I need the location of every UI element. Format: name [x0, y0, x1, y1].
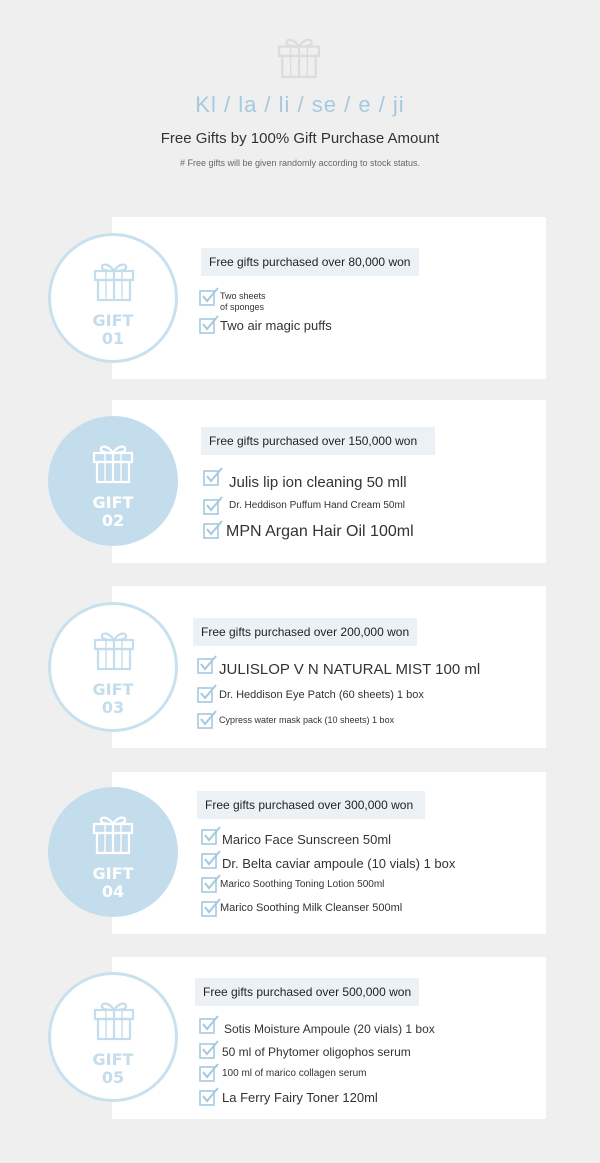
gift-item: Dr. Belta caviar ampoule (10 vials) 1 box — [222, 856, 456, 871]
checkbox-icon — [201, 874, 221, 894]
gift-label: GIFT 01 — [92, 311, 134, 348]
gift-label: GIFT 02 — [92, 493, 134, 530]
checkbox-icon — [203, 520, 223, 540]
gift-badge-05 — [48, 972, 178, 1102]
gift-item: Dr. Heddison Eye Patch (60 sheets) 1 box — [219, 689, 424, 701]
checkbox-icon — [201, 826, 221, 846]
gift-item: Marico Face Sunscreen 50ml — [222, 832, 392, 847]
gift-threshold-tag: Free gifts purchased over 300,000 won — [197, 791, 425, 819]
gift-threshold-tag: Free gifts purchased over 500,000 won — [195, 978, 419, 1006]
gift-item: Two air magic puffs — [220, 318, 332, 333]
header — [0, 0, 600, 200]
gift-item: Marico Soothing Milk Cleanser 500ml — [220, 902, 403, 914]
gift-badge-02 — [48, 416, 178, 546]
gift-item: La Ferry Fairy Toner 120ml — [222, 1090, 378, 1105]
checkbox-icon — [203, 496, 223, 516]
checkbox-icon — [197, 655, 217, 675]
gift-item: of sponges — [220, 302, 265, 312]
checkbox-icon — [199, 1015, 219, 1035]
gift-icon — [92, 260, 136, 302]
gift-icon — [91, 442, 135, 484]
checkbox-icon — [197, 684, 217, 704]
gift-item: JULISLOP V N NATURAL MIST 100 ml — [219, 661, 481, 678]
page-title: Free Gifts by 100% Gift Purchase Amount — [160, 130, 440, 147]
checkbox-icon — [199, 1087, 219, 1107]
stock-note: # Free gifts will be given randomly according to stock status. — [179, 158, 421, 168]
gift-label: GIFT 04 — [92, 864, 134, 901]
brand-title: Kl / la / li / se / e / ji — [195, 92, 405, 117]
gift-icon — [276, 34, 322, 80]
gift-threshold-tag: Free gifts purchased over 80,000 won — [201, 248, 419, 276]
gift-item: 50 ml of Phytomer oligophos serum — [222, 1045, 411, 1059]
checkbox-icon — [201, 898, 221, 918]
gift-threshold-tag: Free gifts purchased over 150,000 won — [201, 427, 435, 455]
gift-item: Two sheets — [220, 291, 266, 301]
gift-badge-01 — [48, 233, 178, 363]
gift-label: GIFT 03 — [92, 680, 134, 717]
gift-item: Dr. Heddison Puffum Hand Cream 50ml — [229, 500, 406, 511]
gift-icon — [91, 813, 135, 855]
checkbox-icon — [197, 710, 217, 730]
gift-icon — [92, 999, 136, 1041]
gift-item: MPN Argan Hair Oil 100ml — [226, 523, 414, 540]
gift-threshold-tag: Free gifts purchased over 200,000 won — [193, 618, 417, 646]
gift-item: Sotis Moisture Ampoule (20 vials) 1 box — [224, 1022, 435, 1036]
checkbox-icon — [199, 1063, 219, 1083]
gift-item: Cypress water mask pack (10 sheets) 1 box — [219, 715, 395, 725]
gift-item: 100 ml of marico collagen serum — [222, 1068, 367, 1079]
gift-badge-03 — [48, 602, 178, 732]
gift-item: Julis lip ion cleaning 50 mll — [229, 474, 407, 491]
checkbox-icon — [201, 850, 221, 870]
checkbox-icon — [199, 315, 219, 335]
gift-badge-04 — [48, 787, 178, 917]
gift-icon — [92, 629, 136, 671]
checkbox-icon — [199, 287, 219, 307]
checkbox-icon — [199, 1040, 219, 1060]
gift-item: Marico Soothing Toning Lotion 500ml — [220, 879, 385, 890]
gift-label: GIFT 05 — [92, 1050, 134, 1087]
checkbox-icon — [203, 467, 223, 487]
